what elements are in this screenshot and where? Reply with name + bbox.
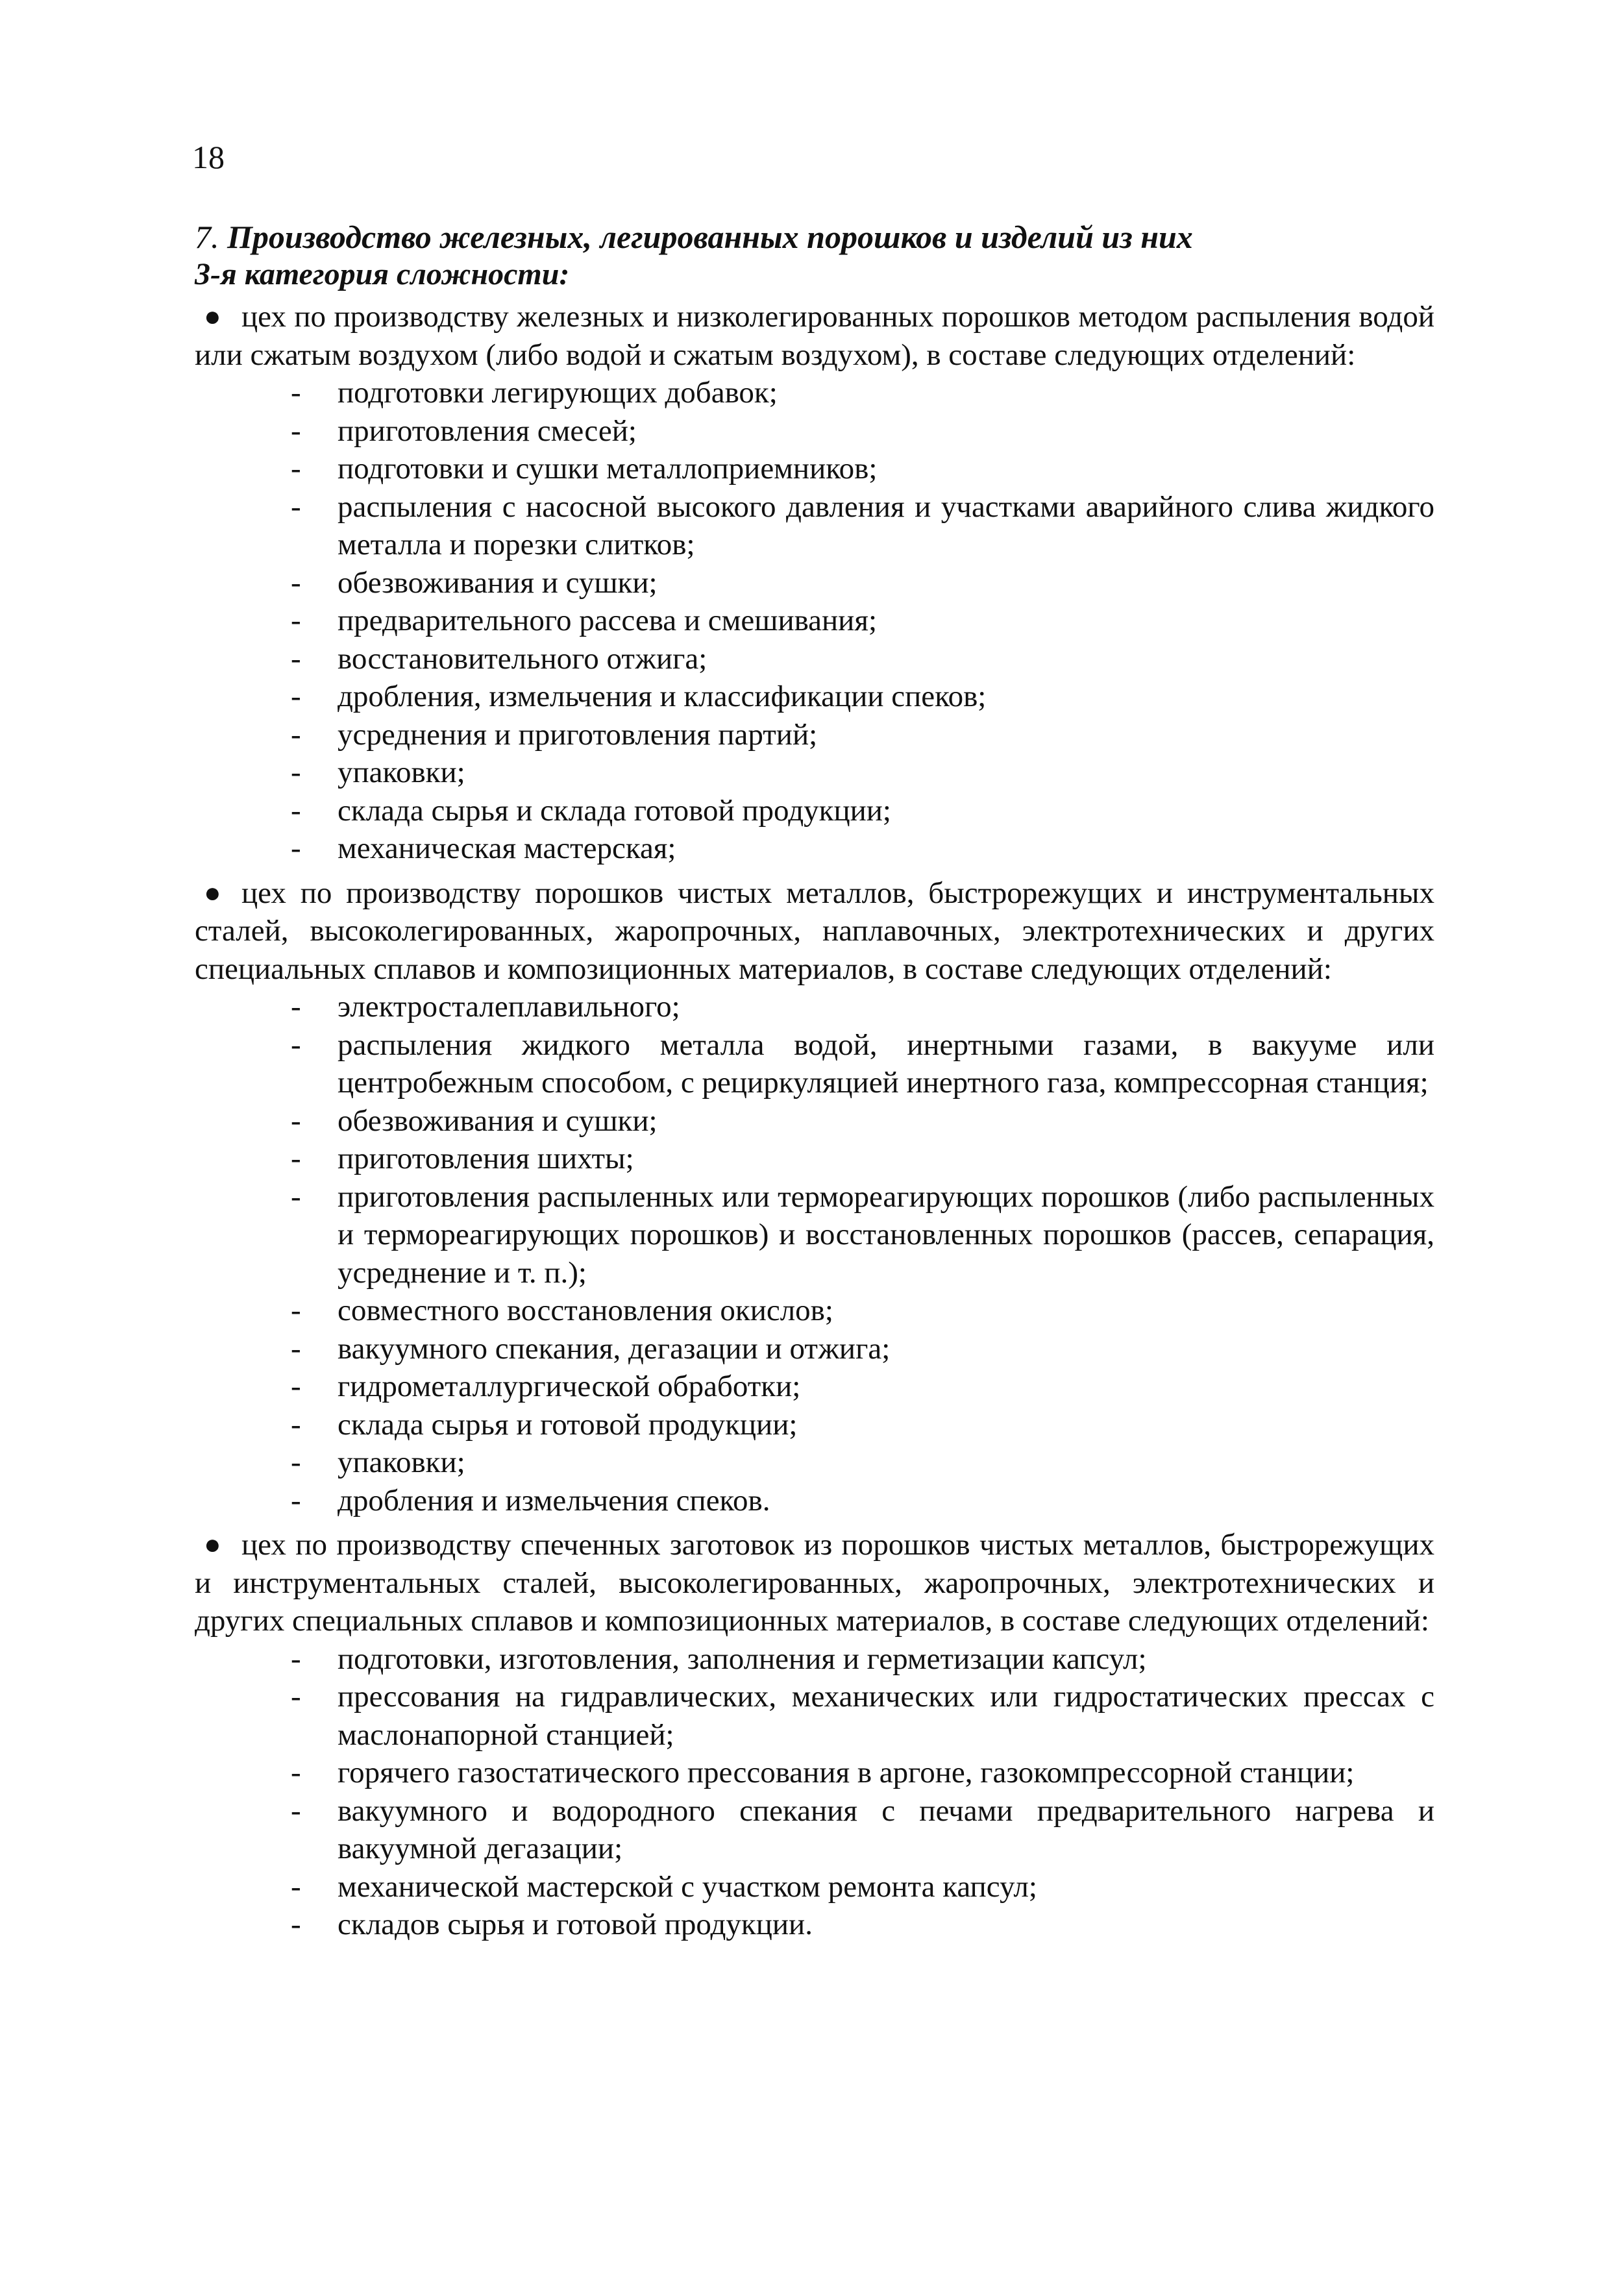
department-label: обезвоживания и сушки; [338,565,658,600]
department-item [291,1178,1434,1292]
dash-marker: - [291,413,301,448]
dash-marker: - [291,1179,301,1214]
workshop-block [195,874,1434,1520]
dash-marker: - [291,1483,301,1518]
dash-marker: - [291,489,301,524]
department-label: распыления с насосной высокого давления и участками аварийного слива жидкого металла и порезки слитков; [338,489,1434,561]
dash-marker: - [291,831,301,865]
bullet-icon: ● [204,876,221,909]
department-label: приготовления смесей; [338,413,637,448]
department-label: горячего газостатического прессования в аргоне, газокомпрессорной станции; [338,1756,1355,1789]
department-item [291,1140,1434,1178]
bullet-icon: ● [204,301,221,332]
department-label: приготовления шихты; [338,1142,634,1175]
workshop-description [195,874,1434,989]
dash-marker: - [291,1142,301,1175]
dash-marker: - [291,1294,301,1327]
department-label: подготовки, изготовления, заполнения и герметизации капсул; [338,1641,1147,1676]
department-label: подготовки легирующих добавок; [338,376,778,410]
department-item [291,488,1434,564]
department-item [291,1868,1434,1906]
department-label: вакуумного спекания, дегазации и отжига; [338,1331,891,1366]
dash-marker: - [291,756,301,789]
department-list [195,1640,1434,1944]
department-label: прессования на гидравлических, механических или гидростатических прессах с маслонапорной станцией; [338,1680,1434,1752]
dash-marker: - [291,1756,301,1789]
workshop-text: цех по производству спеченных заготовок из порошков чистых металлов, быстрорежущих и инструментальных сталей, высоколегированных, жаропрочных, электротехнических и других специальных сплавов и композиционных материалов, в составе следующих отделений: [195,1528,1434,1638]
department-label: приготовления распыленных или термореагирующих порошков (либо распыленных и термореагирующих порошков) и восстановленных порошков (рассев, сепарация, усреднение и т. п.); [338,1179,1434,1290]
department-label: гидрометаллургической обработки; [338,1370,801,1403]
department-label: распыления жидкого металла водой, инертными газами, в вакууме или центробежным способом, с рециркуляцией инертного газа, компрессорная станция; [338,1027,1434,1100]
dash-marker: - [291,1103,301,1138]
department-item [291,1792,1434,1868]
department-item [291,1026,1434,1102]
department-item [291,1368,1434,1406]
workshop-block [195,298,1434,868]
department-item [291,1640,1434,1678]
dash-marker: - [291,793,301,828]
department-item [291,602,1434,640]
department-label: упаковки; [338,756,465,789]
department-item [291,1406,1434,1444]
department-list [195,374,1434,868]
department-label: механическая мастерская; [338,831,676,865]
department-item [291,754,1434,792]
department-item [291,1102,1434,1140]
department-label: усреднения и приготовления партий; [338,717,818,752]
dash-marker: - [291,1680,301,1714]
department-label: упаковки; [338,1445,465,1479]
department-item [291,830,1434,868]
department-item [291,792,1434,830]
section-title [195,217,1434,256]
workshop-block [195,1526,1434,1944]
department-item [291,1292,1434,1330]
dash-marker: - [291,641,301,676]
dash-marker: - [291,990,301,1024]
dash-marker: - [291,1331,301,1366]
dash-marker: - [291,1027,301,1062]
department-item [291,1482,1434,1520]
workshop-list [195,298,1434,1944]
dash-marker: - [291,1869,301,1904]
department-label: механической мастерской с участком ремонта капсул; [338,1869,1037,1904]
page-number: 18 [192,139,225,175]
dash-marker: - [291,1908,301,1941]
dash-marker: - [291,1407,301,1442]
department-label: обезвоживания и сушки; [338,1103,658,1138]
bullet-icon: ● [204,1529,221,1560]
department-item [291,374,1434,412]
department-label: подготовки и сушки металлоприемников; [338,452,878,485]
section-title-text: Производство железных, легированных порошков и изделий из них [227,219,1193,255]
dash-marker: - [291,565,301,600]
department-list [195,988,1434,1519]
department-label: вакуумного и водородного спекания с печами предварительного нагрева и вакуумной дегазации; [338,1793,1434,1865]
department-item [291,1906,1434,1944]
department-item [291,1330,1434,1368]
department-label: дробления, измельчения и классификации спеков; [338,680,987,713]
workshop-text: цех по производству железных и низколегированных порошков методом распыления водой или сжатым воздухом (либо водой и сжатым воздухом), в составе следующих отделений: [195,300,1434,372]
dash-marker: - [291,1641,301,1676]
department-label: предварительного рассева и смешивания; [338,604,878,637]
dash-marker: - [291,604,301,637]
department-item [291,564,1434,602]
department-item [291,640,1434,678]
department-label: дробления и измельчения спеков. [338,1483,770,1518]
department-item [291,450,1434,488]
department-label: совместного восстановления окислов; [338,1294,833,1327]
department-label: складов сырья и готовой продукции. [338,1908,813,1941]
department-label: склада сырья и склада готовой продукции; [338,793,891,828]
complexity-category: 3-я категория сложности: [195,257,570,291]
department-label: восстановительного отжига; [338,641,707,676]
dash-marker: - [291,376,301,410]
dash-marker: - [291,1793,301,1828]
department-item [291,716,1434,754]
department-label: электросталеплавильного; [338,990,680,1024]
workshop-description [195,1526,1434,1640]
workshop-text: цех по производству порошков чистых металлов, быстрорежущих и инструментальных сталей, высоколегированных, жаропрочных, наплавочных, электротехнических и других специальных сплавов и композиционных материалов, в составе следующих отделений: [195,876,1434,986]
section-number: 7. [195,219,219,255]
document-body [195,217,1434,1950]
department-item [291,678,1434,716]
dash-marker: - [291,1370,301,1403]
department-item [291,1678,1434,1754]
dash-marker: - [291,452,301,485]
dash-marker: - [291,1445,301,1479]
dash-marker: - [291,680,301,713]
dash-marker: - [291,717,301,752]
department-item [291,988,1434,1026]
department-item [291,1754,1434,1792]
workshop-description [195,298,1434,374]
department-item [291,1444,1434,1482]
department-label: склада сырья и готовой продукции; [338,1407,798,1442]
department-item [291,412,1434,450]
